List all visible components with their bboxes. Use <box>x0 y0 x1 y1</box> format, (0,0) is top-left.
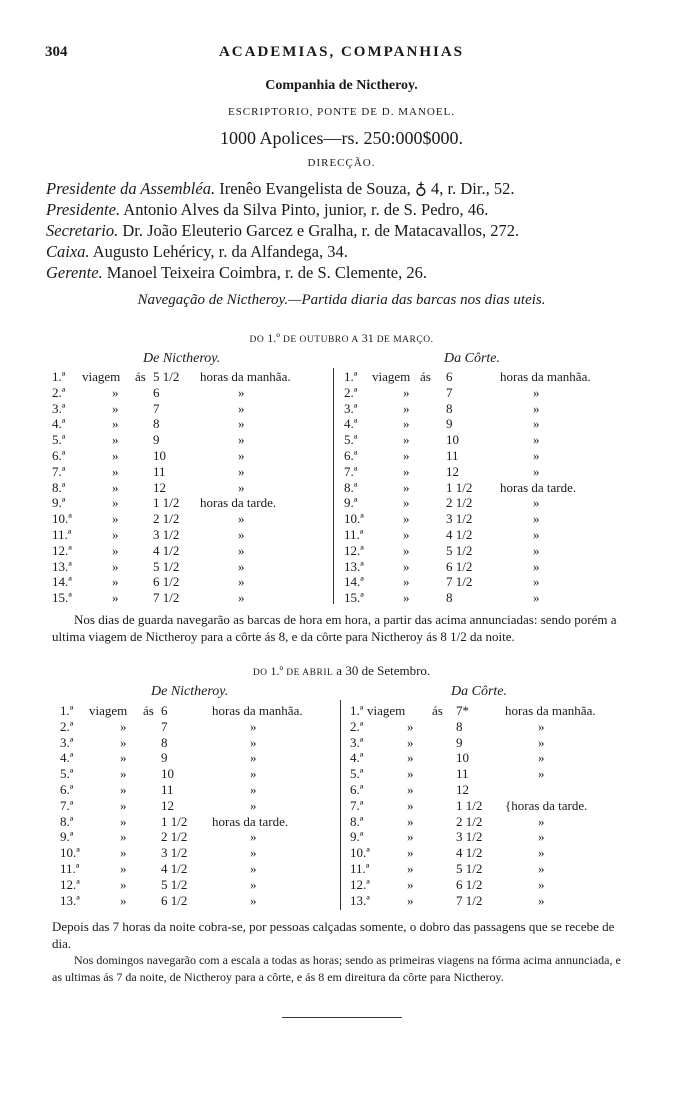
trip-time: 6 1/2 <box>446 558 473 574</box>
trip-time: 5 1/2 <box>153 558 180 574</box>
trip-label: » <box>120 718 127 734</box>
trip-time: 10 <box>153 448 166 463</box>
trip-label: » <box>407 892 414 908</box>
trip-time: 3 1/2 <box>446 511 473 527</box>
trip-label: » <box>407 734 414 750</box>
trip-unit: » <box>250 876 257 892</box>
trip-number: 3.ª <box>52 400 66 416</box>
trip-unit: » <box>533 574 540 590</box>
trip-unit: {horas da tarde. <box>505 797 588 813</box>
column-divider <box>340 700 341 910</box>
trip-unit: » <box>533 463 540 479</box>
note-paragraph: Nos domingos navegarão com a escala a todas as horas; sendo as primeiras viagens na fórma acima annunciada, e as ultimas ás 7 da noite, de Nictheroy para a côrte, e ás 8 em direitura da côrte para Nictheroy. <box>52 953 621 984</box>
trip-label: » <box>407 876 414 892</box>
board-role: Presidente da Assembléa. <box>46 179 216 198</box>
trip-unit: » <box>250 718 257 734</box>
trip-number: 11.ª <box>60 861 80 876</box>
trip-time: 6 <box>161 703 168 718</box>
trip-label: » <box>407 845 414 861</box>
trip-time: 12 <box>456 782 469 797</box>
trip-unit: » <box>250 750 257 766</box>
trip-label: » <box>403 448 410 463</box>
trip-unit: » <box>533 400 540 416</box>
trip-number: 6.ª <box>52 448 66 463</box>
trip-unit: horas da tarde. <box>212 813 289 829</box>
trip-time: 10 <box>456 750 469 766</box>
trip-time: 7 1/2 <box>456 892 483 908</box>
trip-unit: » <box>250 829 257 845</box>
trip-number: 2.ª <box>60 718 74 734</box>
trip-label: » <box>403 511 410 527</box>
trip-unit: horas da manhãa. <box>500 369 591 384</box>
trip-time: 1 1/2 <box>446 479 473 495</box>
trip-number: 7.ª <box>52 463 66 479</box>
trip-time: 12 <box>161 797 174 813</box>
trip-time: 2 1/2 <box>446 495 473 511</box>
trip-preposition: ás <box>143 703 154 718</box>
trip-label: » <box>112 448 119 463</box>
trip-number: 3.ª <box>344 400 358 416</box>
trip-label: » <box>120 750 127 766</box>
trip-unit: horas da manhãa. <box>200 369 291 384</box>
trip-time: 12 <box>153 479 166 495</box>
trip-unit: » <box>538 750 545 766</box>
trip-number: 10.ª <box>344 511 364 527</box>
trip-time: 10 <box>446 432 459 448</box>
board-role: Secretario. <box>46 221 119 240</box>
trip-label: » <box>403 527 410 542</box>
board-role: Gerente. <box>46 263 103 282</box>
trip-label: » <box>112 400 119 416</box>
trip-label: » <box>112 432 119 448</box>
trip-time: 7 1/2 <box>153 590 180 606</box>
trip-number: 4.ª <box>350 750 364 766</box>
trip-number: 12.ª <box>344 542 364 558</box>
trip-unit: » <box>238 511 245 527</box>
trip-time: 11 <box>446 448 459 463</box>
trip-number: 6.ª <box>60 782 74 797</box>
trip-time: 12 <box>446 463 459 479</box>
trip-label: » <box>407 750 414 766</box>
board-role: Caixa. <box>46 242 90 261</box>
trip-label: viagem <box>367 703 406 718</box>
trip-unit: » <box>238 527 245 542</box>
trip-number: 13.ª <box>60 892 80 908</box>
trip-number: 6.ª <box>350 782 364 797</box>
trip-unit: » <box>538 766 545 782</box>
trip-label: » <box>403 558 410 574</box>
trip-time: 9 <box>153 432 160 448</box>
trip-label: » <box>120 829 127 845</box>
trip-label: » <box>112 416 119 432</box>
trip-unit: » <box>538 734 545 750</box>
trip-time: 3 1/2 <box>161 845 188 861</box>
trip-time: 5 1/2 <box>153 369 180 384</box>
trip-label: » <box>403 432 410 448</box>
trip-time: 1 1/2 <box>153 495 180 511</box>
running-title: ACADEMIAS, COMPANHIAS <box>218 44 465 60</box>
trip-unit: » <box>238 384 245 400</box>
company-name: Companhia de Nictheroy. <box>265 78 418 93</box>
trip-label: » <box>112 384 119 400</box>
trip-label: » <box>112 479 119 495</box>
trip-number: 10.ª <box>52 511 72 527</box>
trip-number: 8.ª <box>344 479 358 495</box>
trip-time: 2 1/2 <box>161 829 188 845</box>
trip-number: 4.ª <box>344 416 358 432</box>
trip-unit: » <box>250 861 257 876</box>
trip-number: 2.ª <box>350 718 364 734</box>
trip-number: 7.ª <box>344 463 358 479</box>
trip-number: 12.ª <box>350 876 370 892</box>
trip-number: 11.ª <box>344 527 364 542</box>
trip-preposition: ás <box>135 369 146 384</box>
trip-unit: » <box>238 448 245 463</box>
trip-time: 8 <box>153 416 160 432</box>
trip-label: » <box>120 766 127 782</box>
trip-label: » <box>403 384 410 400</box>
trip-unit: » <box>250 797 257 813</box>
trip-unit: » <box>238 542 245 558</box>
trip-unit: » <box>538 892 545 908</box>
trip-label: » <box>403 400 410 416</box>
trip-unit: » <box>238 432 245 448</box>
trip-time: 1 1/2 <box>161 813 188 829</box>
trip-time: 7 1/2 <box>446 574 473 590</box>
trip-unit: » <box>533 416 540 432</box>
trip-unit: » <box>250 766 257 782</box>
trip-number: 14.ª <box>344 574 364 590</box>
note-paragraph: Depois das 7 horas da noite cobra-se, por pessoas calçadas somente, o dobro das passagens que se recebe de dia. <box>52 919 615 951</box>
trip-label: » <box>120 813 127 829</box>
trip-label: » <box>112 542 119 558</box>
trip-number: 11.ª <box>52 527 72 542</box>
trip-label: » <box>120 734 127 750</box>
summer-right-heading: Da Côrte. <box>451 684 507 699</box>
trip-label: viagem <box>82 369 121 384</box>
trip-number: 1.ª <box>60 703 74 718</box>
trip-time: 7* <box>456 703 469 718</box>
trip-unit: » <box>533 558 540 574</box>
capital-line: 1000 Apolices—rs. 250:000$000. <box>220 128 463 148</box>
trip-time: 4 1/2 <box>161 861 188 876</box>
trip-time: 9 <box>456 734 463 750</box>
trip-number: 14.ª <box>52 574 72 590</box>
trip-number: 9.ª <box>344 495 358 511</box>
trip-unit: » <box>533 495 540 511</box>
trip-number: 5.ª <box>60 766 74 782</box>
trip-number: 4.ª <box>52 416 66 432</box>
trip-label: » <box>407 813 414 829</box>
trip-unit: horas da manhãa. <box>212 703 303 718</box>
trip-label: viagem <box>372 369 411 384</box>
summer-left-heading: De Nictheroy. <box>151 684 229 699</box>
trip-unit: » <box>538 718 545 734</box>
trip-number: 12.ª <box>60 876 80 892</box>
trip-number: 15.ª <box>344 590 364 606</box>
trip-unit: horas da manhãa. <box>505 703 596 718</box>
trip-time: 8 <box>161 734 168 750</box>
trip-unit: » <box>533 542 540 558</box>
trip-label: » <box>407 829 414 845</box>
trip-label: » <box>112 495 119 511</box>
trip-unit: horas da tarde. <box>200 495 277 511</box>
trip-time: 4 1/2 <box>456 845 483 861</box>
trip-number: 7.ª <box>60 797 74 813</box>
trip-number: 5.ª <box>52 432 66 448</box>
board-entry <box>46 220 519 241</box>
winter-right-heading: Da Côrte. <box>444 351 500 366</box>
trip-label: » <box>403 542 410 558</box>
trip-time: 7 <box>161 718 168 734</box>
trip-number: 8.ª <box>60 813 74 829</box>
winter-period-heading: DO 1.º DE OUTUBRO A 31 DE MARÇO. <box>249 331 434 345</box>
trip-number: 8.ª <box>52 479 66 495</box>
trip-time: 11 <box>161 782 174 797</box>
trip-unit: » <box>533 384 540 400</box>
trip-time: 11 <box>456 766 469 782</box>
board-text: Manoel Teixeira Coimbra, r. de S. Clemente, 26. <box>106 263 428 282</box>
trip-time: 4 1/2 <box>153 542 180 558</box>
trip-label: viagem <box>89 703 128 718</box>
trip-unit: » <box>250 734 257 750</box>
trip-time: 5 1/2 <box>456 861 483 876</box>
trip-unit: » <box>238 416 245 432</box>
trip-time: 2 1/2 <box>456 813 483 829</box>
board-entry <box>46 241 519 262</box>
trip-unit: » <box>238 479 245 495</box>
trip-label: » <box>407 766 414 782</box>
trip-label: » <box>403 574 410 590</box>
trip-number: 2.ª <box>52 384 66 400</box>
trip-label: » <box>120 797 127 813</box>
trip-time: 8 <box>456 718 463 734</box>
trip-time: 7 <box>446 384 453 400</box>
trip-time: 6 1/2 <box>153 574 180 590</box>
trip-unit: horas da tarde. <box>500 479 577 495</box>
trip-label: » <box>403 479 410 495</box>
trip-label: » <box>120 892 127 908</box>
trip-number: 11.ª <box>350 861 370 876</box>
trip-preposition: ás <box>432 703 443 718</box>
summer-period-heading: DO 1.º DE ABRIL a 30 de Setembro. <box>252 663 431 678</box>
trip-number: 13.ª <box>344 558 364 574</box>
board-text: Dr. João Eleuterio Garcez e Gralha, r. de Matacavallos, 272. <box>122 221 520 240</box>
trip-label: » <box>407 718 414 734</box>
trip-unit: » <box>238 590 245 606</box>
board-entry <box>46 199 519 220</box>
direction-heading: DIRECÇÃO. <box>307 157 376 169</box>
trip-time: 2 1/2 <box>153 511 180 527</box>
trip-number: 9.ª <box>52 495 66 511</box>
trip-number: 5.ª <box>350 766 364 782</box>
trip-unit: » <box>538 861 545 876</box>
trip-time: 1 1/2 <box>456 797 483 813</box>
trip-unit: » <box>533 527 540 542</box>
note-paragraph: Nos dias de guarda navegarão as barcas de hora em hora, a partir das acima annunciadas: sendo porém a ultima viagem de Nictheroy para a côrte ás 8, e da côrte para Nictheroy ás 8 1/2 da noite. <box>52 612 617 644</box>
trip-time: 6 1/2 <box>161 892 188 908</box>
trip-time: 6 <box>153 384 160 400</box>
board-entry <box>46 262 519 283</box>
trip-number: 10.ª <box>60 845 80 861</box>
trip-time: 8 <box>446 400 453 416</box>
trip-label: » <box>403 590 410 606</box>
trip-unit: » <box>250 892 257 908</box>
trip-number: 12.ª <box>52 542 72 558</box>
navigation-title: Navegação de Nictheroy.—Partida diaria das barcas nos dias uteis. <box>137 292 546 308</box>
trip-number: 15.ª <box>52 590 72 606</box>
trip-label: » <box>120 845 127 861</box>
trip-unit: » <box>238 400 245 416</box>
trip-time: 11 <box>153 463 166 479</box>
trip-number: 10.ª <box>350 845 370 861</box>
winter-note <box>52 611 626 645</box>
board-role: Presidente. <box>46 200 121 219</box>
trip-number: 9.ª <box>60 829 74 845</box>
trip-number: 2.ª <box>344 384 358 400</box>
trip-time: 6 1/2 <box>456 876 483 892</box>
trip-label: » <box>403 495 410 511</box>
trip-time: 4 1/2 <box>446 527 473 542</box>
trip-time: 5 1/2 <box>446 542 473 558</box>
trip-time: 7 <box>153 400 160 416</box>
trip-preposition: ás <box>420 369 431 384</box>
board-text: Irenêo Evangelista de Souza, ♁ 4, r. Dir., 52. <box>219 179 515 198</box>
trip-number: 13.ª <box>52 558 72 574</box>
trip-unit: » <box>238 574 245 590</box>
trip-number: 4.ª <box>60 750 74 766</box>
trip-number: 1.ª <box>52 369 66 384</box>
trip-label: » <box>120 782 127 797</box>
board-text: Antonio Alves da Silva Pinto, junior, r. de S. Pedro, 46. <box>123 200 489 219</box>
trip-label: » <box>403 463 410 479</box>
summer-notes <box>52 918 626 986</box>
trip-unit: » <box>238 558 245 574</box>
trip-unit: » <box>250 845 257 861</box>
trip-number: 3.ª <box>350 734 364 750</box>
trip-label: » <box>112 463 119 479</box>
column-divider <box>333 368 334 604</box>
trip-unit: » <box>533 590 540 606</box>
trip-unit: » <box>533 448 540 463</box>
trip-number: 6.ª <box>344 448 358 463</box>
trip-time: 3 1/2 <box>153 527 180 542</box>
trip-unit: » <box>238 463 245 479</box>
trip-label: » <box>407 861 414 876</box>
trip-label: » <box>112 574 119 590</box>
trip-unit: » <box>533 511 540 527</box>
trip-number: 3.ª <box>60 734 74 750</box>
trip-time: 5 1/2 <box>161 876 188 892</box>
office-address: ESCRIPTORIO, PONTE DE D. MANOEL. <box>227 106 456 118</box>
trip-time: 9 <box>161 750 168 766</box>
trip-label: » <box>112 590 119 606</box>
trip-unit: » <box>538 813 545 829</box>
trip-number: 8.ª <box>350 813 364 829</box>
board-text: Augusto Lehéricy, r. da Alfandega, 34. <box>92 242 348 261</box>
trip-unit: » <box>538 845 545 861</box>
trip-label: » <box>407 782 414 797</box>
closing-rule <box>282 1017 402 1018</box>
trip-label: » <box>112 527 119 542</box>
trip-time: 3 1/2 <box>456 829 483 845</box>
page-number: 304 <box>45 44 68 60</box>
trip-label: » <box>120 861 127 876</box>
board-list <box>46 178 519 283</box>
trip-unit: » <box>538 876 545 892</box>
trip-number: 9.ª <box>350 829 364 845</box>
trip-number: 13.ª <box>350 892 370 908</box>
board-entry <box>46 178 519 199</box>
trip-number: 7.ª <box>350 797 364 813</box>
trip-number: 1.ª <box>344 369 358 384</box>
trip-time: 9 <box>446 416 453 432</box>
trip-label: » <box>112 511 119 527</box>
trip-number: 1.ª <box>350 703 364 718</box>
winter-left-heading: De Nictheroy. <box>143 351 221 366</box>
trip-time: 8 <box>446 590 453 606</box>
trip-unit: » <box>250 782 257 797</box>
trip-label: » <box>403 416 410 432</box>
trip-unit: » <box>533 432 540 448</box>
trip-unit: » <box>538 829 545 845</box>
trip-label: » <box>112 558 119 574</box>
trip-time: 10 <box>161 766 174 782</box>
trip-number: 5.ª <box>344 432 358 448</box>
trip-time: 6 <box>446 369 453 384</box>
trip-label: » <box>120 876 127 892</box>
trip-label: » <box>407 797 414 813</box>
